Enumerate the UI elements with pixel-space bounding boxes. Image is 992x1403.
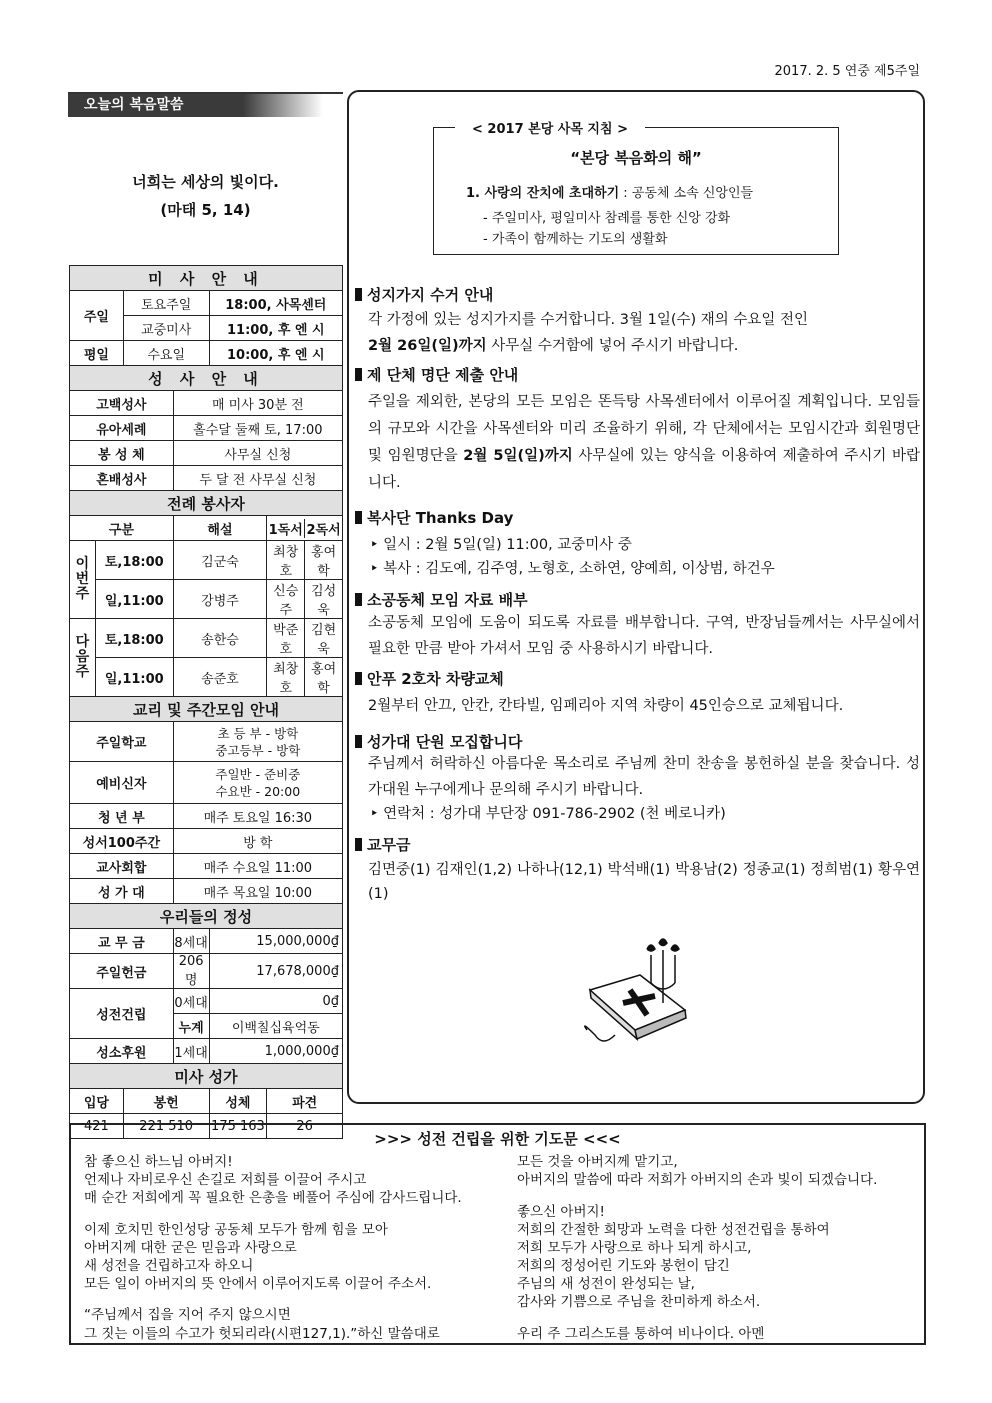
notice-title-text: 제 단체 명단 제출 안내 [367, 366, 519, 384]
notice-text: 주일을 제외한, 본당의 모든 모임은 똔득탕 사목센터에서 이루어질 계획입니다. 모임들의 규모와 시간을 사목센터와 미리 조율하기 위해, 각 단체에서는 모임시간과 회원명단 및 임원명단을 [368, 394, 920, 464]
offering-cell: 0₫ [209, 989, 342, 1014]
liturgy-cell: 토,18:00 [95, 541, 173, 580]
prayer-title: >>> 성전 건립을 위한 기도문 <<< [374, 1130, 621, 1148]
offering-cell: 성전건립 [70, 989, 174, 1039]
mass-title: 미 사 안 내 [70, 266, 343, 291]
offering-cell: 0세대 [173, 989, 209, 1014]
prayer-line: 주님의 새 성전이 완성되는 날, [517, 1276, 695, 1292]
liturgy-cell: 홍여학 [311, 545, 337, 579]
sacrament-cell: 유아세례 [70, 416, 174, 441]
liturgy-cell: 김군숙 [173, 541, 267, 580]
prayer-line: 모든 일이 아버지의 뜻 안에서 이루어지도록 이끌어 주소서. [84, 1276, 432, 1292]
liturgy-cell: 강병주 [173, 580, 267, 619]
notice-title [355, 834, 410, 855]
mass-sunday-label: 주일 [70, 291, 124, 341]
notice-title [355, 507, 513, 528]
liturgy-title: 전례 봉사자 [70, 491, 343, 516]
offering-cell: 성소후원 [70, 1039, 174, 1064]
prayer-line: 새 성전을 건립하고자 하오니 [84, 1258, 254, 1274]
offering-cell: 8세대 [173, 929, 209, 954]
liturgy-cell: 토,18:00 [95, 619, 173, 658]
hymn-value: 175 163 [209, 1114, 267, 1139]
meeting-line: 초 등 부 - 방학 [217, 725, 299, 741]
meeting-cell: 매주 토요일 16:30 [173, 804, 342, 829]
gospel-verse-block [68, 168, 343, 224]
liturgy-header: 1독서 [267, 519, 305, 538]
mass-cell: 토요주일 [123, 291, 209, 316]
notice-text: 각 가정에 있는 성지가지를 수거합니다. 3월 1일(수) 재의 수요일 전인 [368, 312, 809, 328]
gospel-reference: (마태 5, 14) [160, 201, 251, 219]
gospel-label-bar [68, 92, 343, 117]
notice-title-text: 성지가지 수거 안내 [367, 286, 494, 304]
liturgy-cell: 신승주 [267, 580, 305, 618]
notice-title-text: 복사단 Thanks Day [367, 509, 514, 527]
mass-cell: 교중미사 [123, 316, 209, 341]
bulletin-date: 2017. 2. 5 연중 제5주일 [774, 64, 920, 79]
liturgy-cell: 김성욱 [311, 584, 337, 618]
sacrament-title: 성 사 안 내 [70, 366, 343, 391]
hymn-value: 26 [267, 1114, 343, 1139]
pastoral-guide-title: < 2017 본당 사목 지침 > [455, 118, 645, 137]
liturgy-cell: 최창호 [267, 658, 305, 696]
notice-body: 김면중(1) 김재인(1,2) 나하나(12,1) 박석배(1) 박용남(2) 정종교(1) 정희범(1) 황우연(1) [368, 862, 920, 902]
liturgy-header: 해설 [173, 516, 267, 541]
notice-title-text: 안푸 2호차 차량교체 [367, 670, 504, 688]
pastoral-guide-line: - 가족이 함께하는 기도의 생활화 [483, 232, 668, 247]
hymn-value: 421 [70, 1114, 124, 1139]
liturgy-header [267, 516, 343, 541]
mass-cell: 18:00, 사목센터 [209, 291, 342, 316]
notice-title-text: 소공동체 모임 자료 배부 [367, 591, 528, 609]
liturgy-this-week: 이번주 [70, 541, 96, 619]
prayer-line: 매 순간 저희에게 꼭 필요한 은총을 베풀어 주심에 감사드립니다. [84, 1190, 462, 1206]
liturgy-cell: 일,11:00 [95, 658, 173, 697]
liturgy-cell: 일,11:00 [95, 580, 173, 619]
liturgy-cell [267, 658, 343, 697]
meeting-cell: 매주 수요일 11:00 [173, 854, 342, 879]
notice-bold: 2월 5일(일)까지 [463, 448, 573, 464]
liturgy-next-week: 다음주 [70, 619, 96, 697]
meeting-cell: 교사회합 [70, 854, 174, 879]
offering-cell: 1,000,000₫ [209, 1039, 342, 1064]
notice-title [355, 668, 504, 689]
pastoral-guide-line [466, 182, 753, 201]
notice-title [355, 731, 522, 752]
notice-title [355, 284, 493, 305]
notice-body: 주님께서 허락하신 아름다운 목소리로 주님께 찬미 찬송을 봉헌하실 분을 찾습니다. 성가대원 누구에게나 문의해 주시기 바랍니다. [368, 756, 920, 798]
prayer-line: 우리 주 그리스도를 통하여 비나이다. 아멘 [517, 1326, 765, 1342]
sacrament-cell: 두 달 전 사무실 신청 [173, 466, 342, 491]
liturgy-cell: 박준호 [267, 619, 305, 657]
offering-cell: 이백칠십육억동 [209, 1014, 342, 1039]
prayer-line: 저희의 정성어린 기도와 봉헌이 담긴 [517, 1258, 730, 1274]
liturgy-cell: 송한승 [173, 619, 267, 658]
gospel-label: 오늘의 복음말씀 [68, 94, 243, 117]
offering-cell: 15,000,000₫ [209, 929, 342, 954]
prayer-line: 모든 것을 아버지께 맡기고, [517, 1154, 678, 1170]
mass-cell: 수요일 [123, 341, 209, 366]
notice-title-text: 성가대 단원 모집합니다 [367, 733, 523, 751]
notice-bullet: ‣ 일시 : 2월 5일(일) 11:00, 교중미사 중 [370, 537, 632, 553]
notice-title-text: 교무금 [367, 836, 411, 854]
prayer-line: 참 좋으신 하느님 아버지! [84, 1154, 233, 1170]
offering-title: 우리들의 정성 [70, 904, 343, 929]
bullet-square-icon [355, 288, 362, 301]
meeting-cell: 주일학교 [70, 722, 174, 762]
liturgy-cell: 김현욱 [311, 623, 337, 657]
prayer-line: 아버지의 말씀에 따라 저희가 아버지의 손과 빛이 되겠습니다. [517, 1172, 878, 1188]
liturgy-cell: 최창호 [267, 541, 305, 579]
notice-text: 사무실 수거함에 넣어 주시기 바랍니다. [486, 338, 739, 354]
offering-cell: 206명 [173, 954, 209, 989]
bible-candle-illustration [575, 935, 695, 1060]
gospel-label-fade [243, 94, 323, 117]
gospel-verse: 너희는 세상의 빛이다. [132, 173, 279, 191]
notice-title [355, 589, 528, 610]
sacrament-cell: 매 미사 30분 전 [173, 391, 342, 416]
meeting-cell: 청 년 부 [70, 804, 174, 829]
hymn-value: 221 510 [123, 1114, 209, 1139]
prayer-line: 그 짓는 이들의 수고가 헛되리라(시편127,1).”하신 말씀대로 [84, 1326, 440, 1342]
offering-cell: 누계 [173, 1014, 209, 1039]
mass-cell: 11:00, 후 엔 시 [209, 316, 342, 341]
hymn-header: 성체 [209, 1089, 267, 1114]
offering-cell: 주일헌금 [70, 954, 174, 989]
meeting-cell: 예비신자 [70, 762, 174, 804]
prayer-line: 감사와 기쁨으로 주님을 찬미하게 하소서. [517, 1294, 761, 1310]
meetings-title: 교리 및 주간모임 안내 [70, 697, 343, 722]
bullet-square-icon [355, 368, 362, 381]
notice-body [368, 389, 920, 497]
sacrament-cell: 혼배성사 [70, 466, 174, 491]
notice-bullet: ‣ 연락처 : 성가대 부단장 091-786-2902 (천 베로니카) [370, 806, 726, 822]
hymn-header: 파견 [267, 1089, 343, 1114]
meeting-line: 수요반 - 20:00 [215, 783, 301, 799]
pastoral-guide-bold: 1. 사랑의 잔치에 초대하기 [466, 186, 620, 201]
meeting-cell [173, 722, 342, 762]
notice-text: 사무실에 있는 양식을 이용하여 제출하여 주시기 바랍니다. [368, 448, 921, 491]
meeting-cell: 매주 목요일 10:00 [173, 879, 342, 904]
prayer-line: “주님께서 집을 지어 주지 않으시면 [84, 1307, 291, 1323]
bullet-square-icon [355, 593, 362, 606]
meeting-cell: 방 학 [173, 829, 342, 854]
prayer-line: 언제나 자비로우신 손길로 저희를 이끌어 주시고 [84, 1172, 367, 1188]
liturgy-cell: 홍여학 [311, 662, 337, 696]
offering-cell: 교 무 금 [70, 929, 174, 954]
hymn-header: 봉헌 [123, 1089, 209, 1114]
pastoral-guide-rest: : 공동체 소속 신앙인들 [619, 186, 754, 201]
liturgy-cell [267, 619, 343, 658]
prayer-line: 저희 모두가 사랑으로 하나 되게 하시고, [517, 1240, 752, 1256]
liturgy-cell: 송준호 [173, 658, 267, 697]
sacrament-cell: 봉 성 체 [70, 441, 174, 466]
sacrament-cell: 고백성사 [70, 391, 174, 416]
offering-cell: 17,678,000₫ [209, 954, 342, 989]
liturgy-header: 2독서 [306, 522, 341, 538]
bullet-square-icon [355, 838, 362, 851]
mass-weekday-label: 평일 [70, 341, 124, 366]
bullet-square-icon [355, 511, 362, 524]
meeting-cell: 성 가 대 [70, 879, 174, 904]
pastoral-guide-subtitle: “본당 복음화의 해” [570, 149, 702, 167]
mass-cell: 10:00, 후 엔 시 [209, 341, 342, 366]
pastoral-guide-line: - 주일미사, 평일미사 참례를 통한 신앙 강화 [483, 211, 731, 226]
liturgy-cell [267, 541, 343, 580]
bullet-square-icon [355, 735, 362, 748]
prayer-line: 저희의 간절한 희망과 노력을 다한 성전건립을 통하여 [517, 1222, 830, 1238]
offering-cell: 1세대 [173, 1039, 209, 1064]
hymn-header: 입당 [70, 1089, 124, 1114]
notice-bullet: ‣ 복사 : 김도예, 김주영, 노형호, 소하연, 양예희, 이상범, 하건우 [370, 561, 775, 577]
meeting-line: 주일반 - 준비중 [215, 766, 301, 782]
meeting-cell [173, 762, 342, 804]
notice-body: 소공동체 모임에 도움이 되도록 자료를 배부합니다. 구역, 반장님들께서는 사무실에서 필요한 만큼 받아 가셔서 모임 중 사용하시기 바랍니다. [368, 615, 920, 657]
notice-bold: 2월 26일(일)까지 [368, 338, 487, 354]
meeting-line: 중고등부 - 방학 [215, 742, 301, 758]
notice-body [368, 307, 920, 359]
info-sidebar-table [69, 265, 343, 1139]
prayer-line: 이제 호치민 한인성당 공동체 모두가 함께 힘을 모아 [84, 1222, 388, 1238]
meeting-cell: 성서100주간 [70, 829, 174, 854]
liturgy-header: 구분 [70, 516, 174, 541]
sacrament-cell: 사무실 신청 [173, 441, 342, 466]
prayer-line: 좋으신 아버지! [517, 1204, 605, 1220]
bullet-square-icon [355, 672, 362, 685]
hymn-title: 미사 성가 [70, 1064, 343, 1089]
liturgy-cell [267, 580, 343, 619]
prayer-line: 아버지께 대한 굳은 믿음과 사랑으로 [84, 1240, 297, 1256]
notice-body: 2월부터 안끄, 안칸, 칸타빌, 임페리아 지역 차량이 45인승으로 교체됩니다. [368, 698, 844, 714]
sacrament-cell: 홀수달 둘째 토, 17:00 [173, 416, 342, 441]
notice-title [355, 364, 518, 385]
